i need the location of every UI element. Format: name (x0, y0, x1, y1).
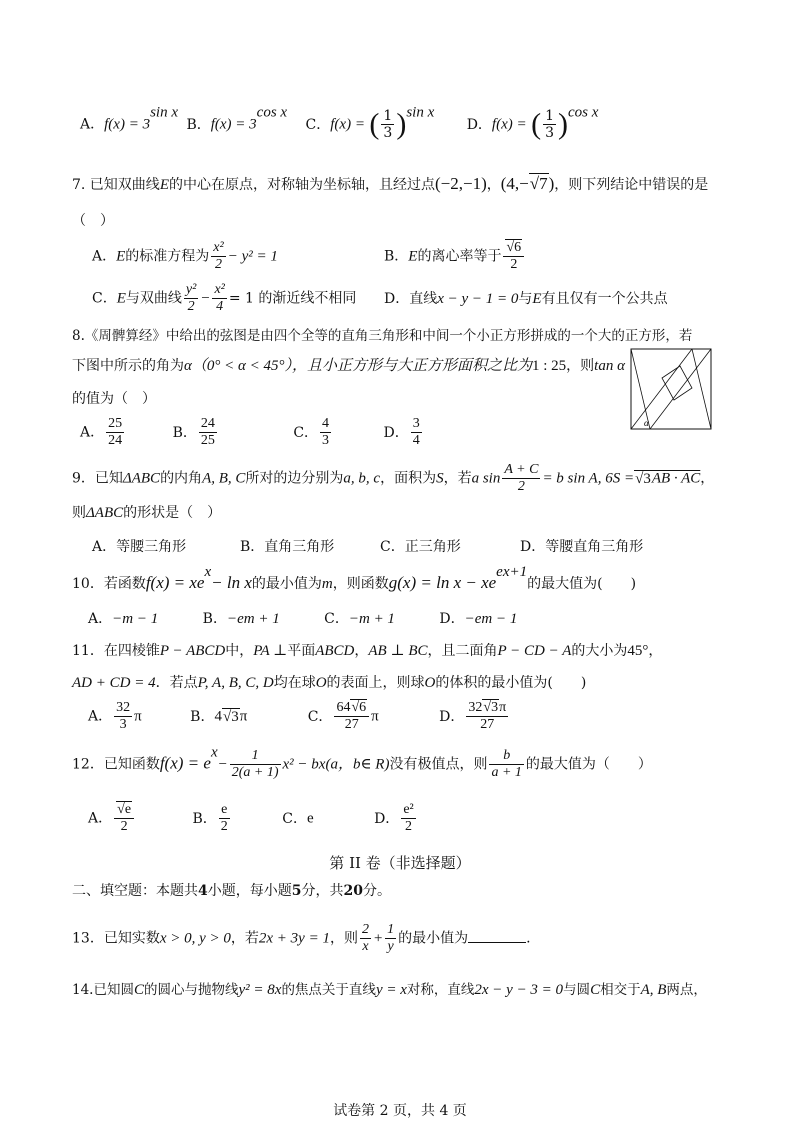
q7-option-a: A．E的标准方程为 $\frac{\text{x²}}{2}$ − y² = 1 (92, 240, 278, 272)
section-fill-blank-heading: 二、填空题：本题共4小题，每小题5分，共20分。 (72, 883, 391, 899)
q7-stem: 7. 已知双曲线E的中心在原点，对称轴为坐标轴，且经过点(−2,−1)，(4,−√7)，则下列结论中错误的是 (72, 174, 709, 193)
q11-line2: AD + CD = 4．若点P, A, B, C, D均在球O的表面上，则球O的体积的最小值为( ) (72, 675, 587, 691)
q11-options: A． $\frac{32}{3}$ π B．4√3π C． $\frac{64√6}{27}$ π D． $\frac{32√3\pi}{27}$ (88, 700, 507, 732)
q8-line2: 下图中所示的角为α（0° < α < 45°），且小正方形与大正方形面积之比为1 : 25，则tan α (72, 358, 625, 374)
page-footer: 试卷第 2 页，共 4 页 (333, 1103, 467, 1119)
q9-option-d: D．等腰直角三角形 (520, 539, 644, 555)
q10-stem: 10．若函数$f(x) = xe^x- \ln x$的最小值为m，则函数$g(x) = \ln x - xe^{ex+1}$的最大值为( ) (72, 564, 637, 592)
q7-option-c: C．E与双曲线 $\frac{\text{y²}}{2}$ − $\frac{\text{x²}}{4}$ = 1 的渐近线不相同 (92, 282, 357, 314)
q13-answer-blank[interactable] (468, 928, 526, 943)
q12-options: A． $\frac{√e}{2}$ B． $\frac{e}{2}$ C．e D． $\frac{\text{e²}}{2}$ (88, 802, 414, 834)
q8-line3: 的值为（ ） (72, 391, 156, 407)
q7-option-b: B．E的离心率等于 $\frac{√6}{2}$ (384, 240, 526, 273)
q8-pinwheel-figure (630, 348, 712, 430)
q13-stem: 13．已知实数x > 0, y > 0，若2x + 3y = 1，则 $\frac{2}{x}$ + $\frac{1}{y}$ 的最小值为 . (72, 922, 531, 954)
part2-title: 第 II 卷（非选择题） (329, 854, 471, 872)
q11-line1: 11．在四棱锥P − ABCD中，PA ⊥平面ABCD，AB ⊥ BC，且二面角P − CD − A的大小为45°， (72, 643, 663, 659)
q10-options: A．−m − 1 B．−em + 1 C．−m + 1 D．−em − 1 (88, 611, 518, 627)
q8-options: A． $\frac{25}{24}$ B． $\frac{24}{25}$ C． $\frac{4}{3}$ D． $\frac{3}{4}$ (80, 416, 420, 448)
q9-option-b: B．直角三角形 (240, 539, 335, 555)
q9-stem: 9．已知ΔABC的内角A, B, C所对的边分别为a, b, c，面积为S，若a sin $\frac{A + C}{2}$ = b sin A, 6S =√3AB · AC， (72, 462, 715, 494)
q14-stem: 14.已知圆C的圆心与抛物线y² = 8x的焦点关于直线y = x对称，直线2x − y − 3 = 0与圆C相交于A, B两点， (72, 982, 707, 998)
q6-options: A．$f(x) = 3^{sin x}$ B．$f(x) = 3^{cos x}$ C．f(x) = ( $\frac{1}{3}$ )$^{sin x}$ D．f(x) = ( $\frac{1}{3}$ )$^{cos x}$ (80, 104, 599, 141)
svg-text:α: α (644, 418, 649, 428)
q9-line2: 则ΔABC的形状是（ ） (72, 505, 222, 521)
q12-stem: 12．已知函数$f(x) = e^x-$ $\frac{1}{2(a + 1)}$ x² − bx(a，b∈ R)没有极值点，则 $\frac{b}{a + 1}$ 的最大值为（ ） (72, 744, 652, 780)
q9-option-c: C．正三角形 (380, 539, 461, 555)
q7-option-d: D．直线x − y − 1 = 0与E有且仅有一个公共点 (384, 291, 668, 307)
q7-paren: （ ） (72, 213, 114, 229)
q8-line1: 8.《周髀算经》中给出的弦图是由四个全等的直角三角形和中间一个小正方形拼成的一个大的正方形，若 (72, 328, 693, 344)
q9-option-a: A．等腰三角形 (92, 539, 187, 555)
